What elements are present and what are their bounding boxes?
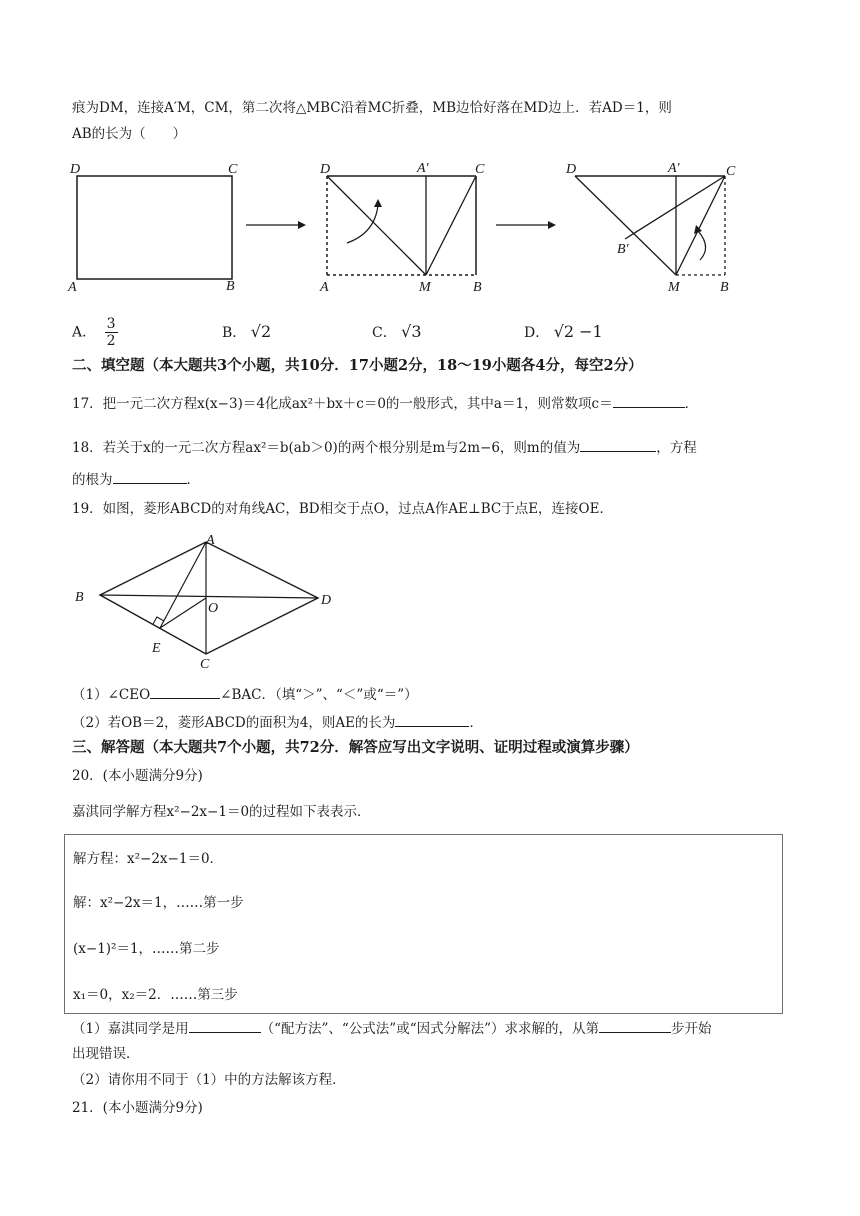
q20-part1-a: （1）嘉淇同学是用	[72, 1021, 189, 1037]
q20-part1	[72, 1018, 712, 1039]
option-b-value: √2	[250, 322, 272, 341]
fig1-label-c: C	[228, 162, 238, 177]
q18-mid: ，方程	[656, 440, 697, 456]
option-c-label: C．	[372, 325, 397, 341]
q19-figure-rhombus	[70, 530, 350, 670]
fig1-label-a: A	[68, 280, 77, 295]
fig1-label-d: D	[70, 162, 81, 177]
q18-line2	[72, 469, 200, 490]
q20-box-line2: 解：x²−2x＝1，……第一步	[73, 895, 244, 911]
option-a-denominator: 2	[106, 333, 116, 349]
option-a-label: A．	[72, 324, 97, 341]
q21-title: 21．(本小题满分9分)	[72, 1100, 203, 1116]
option-d-label: D．	[524, 325, 550, 341]
q18-end: ．	[186, 472, 200, 488]
q18-roots-blank[interactable]	[113, 469, 187, 484]
q19-text: 19．如图，菱形ABCD的对角线AC，BD相交于点O，过点A作AE⊥BC于点E，连接OE．	[72, 501, 613, 517]
q20-box-line1: 解方程：x²−2x−1＝0．	[73, 851, 224, 867]
q19-part1-blank[interactable]	[150, 684, 220, 699]
option-d[interactable]	[524, 322, 603, 342]
q19-part2	[72, 712, 483, 733]
option-b[interactable]	[222, 322, 271, 342]
q18-text: 18．若关于x的一元二次方程ax²＝b(ab＞0)的两个根分别是m与2m−6，则m的值为	[72, 440, 581, 456]
q19-part1-post: ∠BAC．（填“＞”、“＜”或“＝”）	[220, 687, 418, 703]
q17-end: ．	[684, 396, 699, 412]
arrow-right-icon	[496, 218, 556, 232]
q20-title: 20．(本小题满分9分)	[72, 768, 203, 784]
q19-part2-blank[interactable]	[395, 712, 469, 727]
option-a-numerator: 3	[106, 316, 116, 332]
q19-label-a: A	[206, 533, 215, 548]
option-a[interactable]	[72, 316, 118, 349]
q20-box-line3: (x−1)²＝1，……第二步	[73, 941, 220, 957]
fig3-label-m: M	[668, 280, 680, 295]
fig2-label-b: B	[473, 280, 482, 295]
q20-intro: 嘉淇同学解方程x²−2x−1＝0的过程如下表表示．	[72, 804, 371, 820]
fig2-label-a-prime: A′	[417, 161, 429, 176]
q20-method-blank[interactable]	[189, 1018, 261, 1033]
q20-box-line4: x₁＝0，x₂＝2．……第三步	[73, 987, 238, 1003]
q18-m-blank[interactable]	[580, 437, 656, 452]
arrow-right-icon	[246, 218, 306, 232]
option-c[interactable]	[372, 322, 422, 342]
q20-part1-c: 步开始	[671, 1021, 712, 1037]
q19-label-o: O	[208, 601, 219, 616]
q19-label-c: C	[200, 657, 210, 672]
q19-part1	[72, 684, 418, 705]
fig2-label-c: C	[475, 162, 485, 177]
q17-answer-blank[interactable]	[613, 393, 685, 408]
q20-part1-b: （“配方法”、“公式法”或“因式分解法”）求求解的，从第	[260, 1021, 600, 1037]
option-a-fraction	[105, 316, 118, 349]
fig3-label-a-prime: A′	[668, 161, 680, 176]
q18-line1	[72, 437, 697, 458]
q20-part1-d: 出现错误．	[72, 1046, 140, 1062]
q16-line2: AB的长为（ ）	[72, 126, 187, 142]
fig3-label-b: B	[720, 280, 729, 295]
q16-line1: 痕为DM，连接A′M，CM，第二次将△MBC沿着MC折叠，MB边恰好落在MD边上．若AD＝1，则	[72, 100, 672, 116]
q16-figure-rectangle	[60, 155, 250, 295]
section2-heading: 二、填空题（本大题共3个小题，共10分．17小题2分，18～19小题各4分，每空2分）	[72, 357, 643, 374]
option-b-label: B．	[222, 325, 247, 341]
option-c-value: √3	[401, 322, 422, 341]
q20-step-blank[interactable]	[599, 1018, 671, 1033]
q19-label-e: E	[152, 641, 161, 656]
q19-label-d: D	[321, 593, 332, 608]
q20-solution-box	[64, 834, 783, 1014]
q19-part2-end: ．	[469, 715, 483, 731]
q19-part1-pre: （1）∠CEO	[72, 687, 151, 703]
option-d-value: √2 −1	[553, 322, 603, 341]
q17-text: 17．把一元二次方程x(x−3)＝4化成ax²＋bx＋c＝0的一般形式，其中a＝1，则常数项c＝	[72, 396, 613, 412]
q18-text2: 的根为	[72, 472, 113, 488]
fig2-label-a: A	[320, 280, 329, 295]
fig3-label-b-prime: B′	[617, 242, 629, 257]
fig2-label-m: M	[419, 280, 431, 295]
fig3-label-c: C	[726, 164, 736, 179]
fig1-label-b: B	[226, 279, 235, 294]
q20-part2: （2）请你用不同于（1）中的方法解该方程．	[72, 1072, 346, 1088]
fig2-label-d: D	[320, 162, 331, 177]
fig3-label-d: D	[566, 162, 577, 177]
q16-figure-second-fold	[560, 155, 750, 295]
q19-label-b: B	[75, 590, 84, 605]
q19-part2-pre: （2）若OB＝2，菱形ABCD的面积为4，则AE的长为	[72, 715, 396, 731]
q16-figure-first-fold	[315, 155, 500, 295]
section3-heading: 三、解答题（本大题共7个小题，共72分．解答应写出文字说明、证明过程或演算步骤）	[72, 739, 639, 756]
q17	[72, 393, 698, 414]
